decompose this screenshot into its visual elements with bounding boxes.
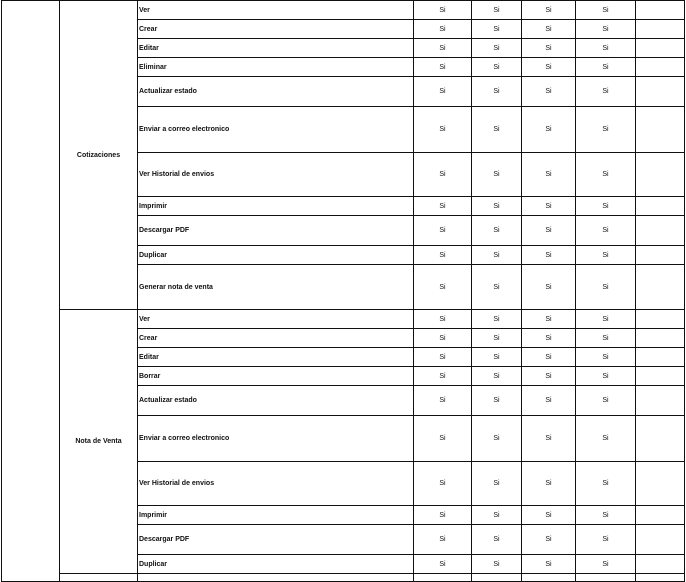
permission-value: Si	[576, 506, 636, 525]
action-label: Actualizar estado	[138, 386, 414, 416]
permission-value: Si	[472, 310, 522, 329]
permission-value: Si	[414, 525, 472, 555]
action-label: Duplicar	[138, 555, 414, 574]
action-label: Crear	[138, 20, 414, 39]
permission-value: Si	[414, 367, 472, 386]
table-row	[2, 1, 685, 20]
permission-value: Si	[576, 265, 636, 310]
permission-value	[636, 20, 685, 39]
permission-value	[636, 555, 685, 574]
permission-value: Si	[576, 525, 636, 555]
permission-value: Si	[414, 506, 472, 525]
permission-value	[636, 310, 685, 329]
table-row	[2, 574, 685, 582]
permission-value: Si	[522, 58, 576, 77]
permission-value	[636, 1, 685, 20]
permission-value: Si	[576, 216, 636, 246]
permission-value: Si	[576, 310, 636, 329]
permission-value: Si	[576, 329, 636, 348]
permission-value: Si	[576, 555, 636, 574]
permission-value: Si	[522, 107, 576, 153]
section-label: Cotizaciones	[60, 1, 138, 310]
action-label: Enviar a correo electronico	[138, 107, 414, 153]
permission-value: Si	[522, 77, 576, 107]
permission-value: Si	[576, 107, 636, 153]
permission-value	[472, 574, 522, 582]
section-label: Nota de Venta	[60, 310, 138, 574]
action-label: Editar	[138, 39, 414, 58]
permission-value: Si	[576, 58, 636, 77]
permission-value: Si	[522, 462, 576, 506]
permission-value: Si	[472, 525, 522, 555]
permission-value	[522, 574, 576, 582]
permission-value: Si	[576, 462, 636, 506]
permission-value: Si	[472, 153, 522, 197]
permission-value: Si	[472, 506, 522, 525]
permission-value	[636, 197, 685, 216]
permission-value: Si	[472, 462, 522, 506]
permission-value	[636, 216, 685, 246]
permission-value: Si	[472, 265, 522, 310]
permission-value	[636, 367, 685, 386]
action-label: Actualizar estado	[138, 77, 414, 107]
permission-value: Si	[522, 416, 576, 462]
permission-value: Si	[522, 386, 576, 416]
action-label: Imprimir	[138, 506, 414, 525]
permission-value	[636, 462, 685, 506]
permission-value: Si	[472, 58, 522, 77]
action-label: Borrar	[138, 367, 414, 386]
permission-value	[636, 386, 685, 416]
permission-value: Si	[472, 367, 522, 386]
permission-value	[636, 574, 685, 582]
permission-value: Si	[472, 348, 522, 367]
permission-value: Si	[472, 77, 522, 107]
action-label	[138, 574, 414, 582]
permission-value	[636, 153, 685, 197]
permission-value	[636, 246, 685, 265]
action-label: Ver Historial de envios	[138, 462, 414, 506]
module-group-cell	[2, 1, 60, 582]
permission-value: Si	[522, 348, 576, 367]
permission-value: Si	[522, 506, 576, 525]
table-row	[2, 310, 685, 329]
permission-value: Si	[472, 216, 522, 246]
permission-value: Si	[414, 555, 472, 574]
permission-value	[636, 329, 685, 348]
permission-value: Si	[522, 246, 576, 265]
action-label: Ver	[138, 310, 414, 329]
permission-value: Si	[414, 416, 472, 462]
permission-value: Si	[522, 555, 576, 574]
permission-value: Si	[472, 416, 522, 462]
permission-value: Si	[522, 39, 576, 58]
permission-value: Si	[472, 1, 522, 20]
permission-value: Si	[576, 20, 636, 39]
permission-value: Si	[472, 20, 522, 39]
section-label	[60, 574, 138, 582]
permission-value: Si	[576, 246, 636, 265]
permission-value: Si	[522, 265, 576, 310]
permission-value: Si	[414, 216, 472, 246]
permission-value: Si	[414, 348, 472, 367]
permission-value: Si	[472, 197, 522, 216]
action-label: Descargar PDF	[138, 525, 414, 555]
permission-value	[636, 58, 685, 77]
permission-value: Si	[522, 367, 576, 386]
permission-value: Si	[414, 39, 472, 58]
permission-value	[576, 574, 636, 582]
action-label: Editar	[138, 348, 414, 367]
action-label: Eliminar	[138, 58, 414, 77]
permission-value	[636, 107, 685, 153]
permission-value: Si	[522, 216, 576, 246]
action-label: Imprimir	[138, 197, 414, 216]
permission-value: Si	[472, 107, 522, 153]
permission-value: Si	[414, 329, 472, 348]
permission-value: Si	[414, 58, 472, 77]
permission-value: Si	[414, 310, 472, 329]
permission-value: Si	[414, 197, 472, 216]
permission-value: Si	[576, 348, 636, 367]
permission-value: Si	[522, 153, 576, 197]
permission-value: Si	[414, 107, 472, 153]
permission-value: Si	[414, 386, 472, 416]
action-label: Crear	[138, 329, 414, 348]
permission-value: Si	[522, 1, 576, 20]
action-label: Ver Historial de envios	[138, 153, 414, 197]
permission-value	[414, 574, 472, 582]
permission-value	[636, 39, 685, 58]
permission-value: Si	[522, 310, 576, 329]
permission-value: Si	[472, 386, 522, 416]
action-label: Duplicar	[138, 246, 414, 265]
permission-value: Si	[414, 1, 472, 20]
permission-value	[636, 506, 685, 525]
permission-value: Si	[472, 246, 522, 265]
permission-value	[636, 416, 685, 462]
permission-value: Si	[576, 77, 636, 107]
permission-value	[636, 77, 685, 107]
permission-value	[636, 525, 685, 555]
permission-value: Si	[414, 246, 472, 265]
permission-value: Si	[522, 525, 576, 555]
permission-value: Si	[522, 329, 576, 348]
permission-value: Si	[576, 153, 636, 197]
action-label: Enviar a correo electronico	[138, 416, 414, 462]
permissions-body	[2, 1, 685, 582]
permission-value: Si	[414, 153, 472, 197]
permission-value: Si	[576, 1, 636, 20]
permission-value: Si	[472, 39, 522, 58]
permission-value: Si	[414, 20, 472, 39]
permission-value: Si	[576, 367, 636, 386]
permission-value: Si	[472, 329, 522, 348]
permission-value: Si	[414, 265, 472, 310]
permission-value: Si	[576, 386, 636, 416]
permission-value: Si	[522, 197, 576, 216]
permission-value: Si	[576, 416, 636, 462]
permission-value: Si	[414, 77, 472, 107]
permissions-table	[1, 0, 685, 582]
permission-value	[636, 348, 685, 367]
action-label: Generar nota de venta	[138, 265, 414, 310]
permission-value: Si	[414, 462, 472, 506]
permission-value	[636, 265, 685, 310]
action-label: Ver	[138, 1, 414, 20]
permission-value: Si	[472, 555, 522, 574]
permission-value: Si	[576, 39, 636, 58]
permission-value: Si	[522, 20, 576, 39]
action-label: Descargar PDF	[138, 216, 414, 246]
permission-value: Si	[576, 197, 636, 216]
